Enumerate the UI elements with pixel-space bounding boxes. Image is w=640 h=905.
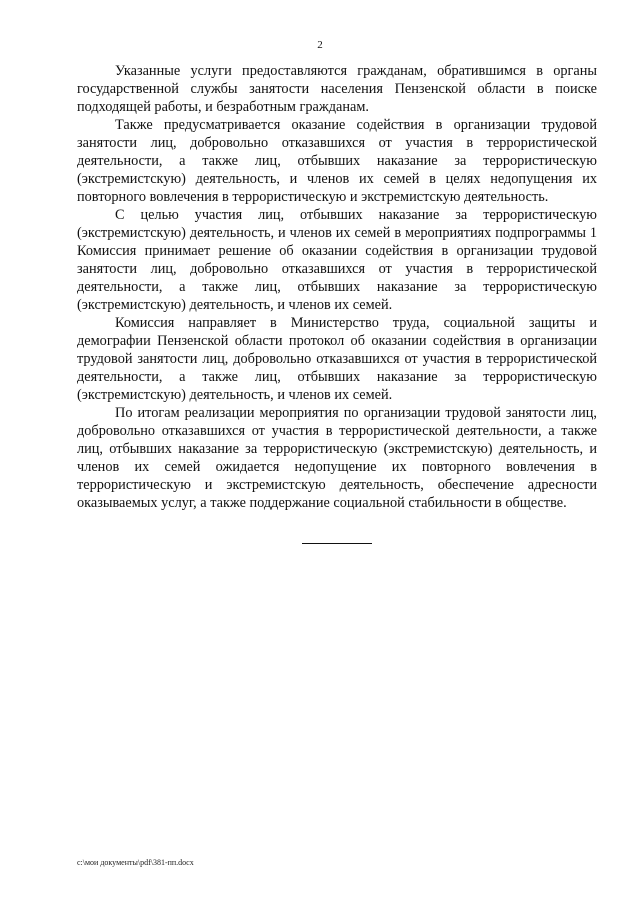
end-divider (302, 543, 372, 544)
paragraph: По итогам реализации мероприятия по организации трудовой занятости лиц, добровольно отказавшихся от участия в террористической деятельности, а также лиц, отбывших наказание за террористическую (экстремистскую) деятельность, и членов их семей ожидается недопущение их повторного вовлечения в террористическую и экстремистскую деятельность, обеспечение адресности оказываемых услуг, а также поддержание социальной стабильности в обществе. (77, 405, 597, 511)
paragraph: С целью участия лиц, отбывших наказание за террористическую (экстремистскую) деятельность, и членов их семей в мероприятиях подпрограммы 1 Комиссия принимает решение об оказании содействия в организации трудовой занятости лиц, добровольно отказавшихся от участия в террористической деятельности, а также лиц, отбывших наказание за террористическую (экстремистскую) деятельность, и членов их семей. (77, 207, 597, 313)
paragraph: Комиссия направляет в Министерство труда, социальной защиты и демографии Пензенской области протокол об оказании содействия в организации трудовой занятости лиц, добровольно отказавшихся от участия в террористической деятельности, а также лиц, отбывших наказание за террористическую (экстремистскую) деятельность, и членов их семей. (77, 315, 597, 403)
paragraph: Указанные услуги предоставляются гражданам, обратившимся в органы государственной службы занятости населения Пензенской области в поиске подходящей работы, и безработным гражданам. (77, 63, 597, 115)
paragraph: Также предусматривается оказание содействия в организации трудовой занятости лиц, добровольно отказавшихся от участия в террористической деятельности, а также лиц, отбывших наказание за террористическую (экстремистскую) деятельность, и членов их семей в целях недопущения их повторного вовлечения в террористическую и экстремистскую деятельность. (77, 117, 597, 205)
body-text (77, 62, 597, 512)
page-number: 2 (317, 39, 323, 51)
footer-file-path: c:\мои документы\pdf\381-пп.docx (77, 858, 194, 867)
